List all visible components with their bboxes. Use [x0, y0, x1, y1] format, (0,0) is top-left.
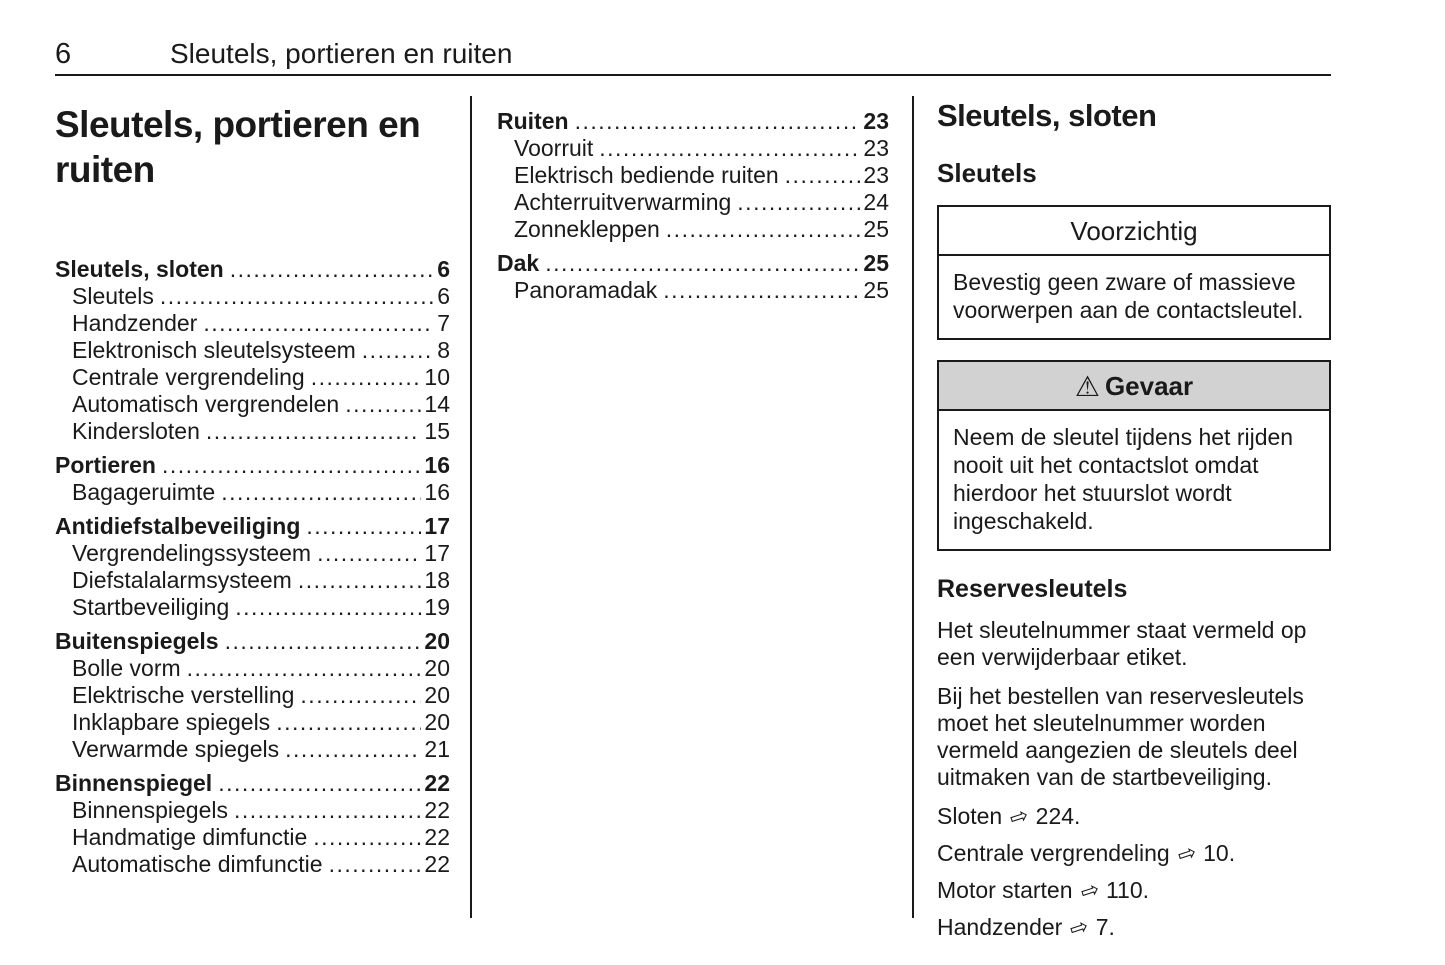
toc-entry — [55, 655, 450, 682]
toc-entry-label: Elektronisch sleutelsysteem — [72, 337, 356, 363]
section-title: Sleutels, sloten — [937, 98, 1157, 133]
column-divider-right — [912, 96, 914, 918]
toc-entry — [55, 736, 450, 763]
toc-entry-label: Bagageruimte — [72, 479, 216, 505]
toc-entry-page: 6 — [437, 256, 450, 282]
caution-box — [937, 205, 1331, 340]
middle-column — [497, 108, 889, 304]
toc-entry-page: 18 — [424, 567, 450, 593]
caution-box-body: Bevestig geen zware of massieve voorwerpen aan de contactsleutel. — [953, 269, 1304, 323]
toc-entry-label: Inklapbare spiegels — [72, 709, 271, 735]
toc-entry — [497, 108, 889, 135]
toc-entry-label: Elektrische verstelling — [72, 682, 295, 708]
toc-entry-label: Diefstalalarmsysteem — [72, 567, 292, 593]
toc-entry — [497, 189, 889, 216]
toc-entry — [55, 283, 450, 310]
toc-leader-dots — [599, 135, 860, 162]
toc-entry-page: 20 — [424, 628, 450, 654]
toc-leader-dots — [187, 655, 422, 682]
spare-keys-paragraph: Bij het bestellen van reservesleutels moet het sleutelnummer worden vermeld aangezien de sleutels deel uitmaken van de startbeveiliging. — [937, 683, 1304, 790]
toc-entry — [55, 513, 450, 540]
toc-entry-page: 7 — [437, 310, 450, 336]
toc-entry-label: Kindersloten — [72, 418, 200, 444]
toc-entry-page: 16 — [424, 479, 450, 505]
cross-reference-page: 7. — [1095, 914, 1115, 940]
toc-entry-page: 21 — [424, 736, 450, 762]
toc-entry-page: 22 — [424, 770, 450, 796]
toc-entry-page: 6 — [437, 283, 450, 309]
toc-entry — [55, 851, 450, 878]
toc-leader-dots — [666, 216, 861, 243]
toc-leader-dots — [230, 256, 434, 283]
danger-box — [937, 360, 1331, 551]
cross-reference-page: 110. — [1105, 877, 1149, 903]
caution-box-title: Voorzichtig — [939, 207, 1329, 256]
reference-arrow-icon: ⇨ — [1006, 802, 1033, 833]
toc-entry-page: 19 — [424, 594, 450, 620]
cross-reference — [937, 877, 1331, 905]
toc-leader-dots — [162, 452, 421, 479]
toc-entry-label: Vergrendelingssysteem — [72, 540, 312, 566]
toc-entry-page: 16 — [424, 452, 450, 478]
header-rule — [55, 74, 1331, 76]
spare-keys-paragraph: Het sleutelnummer staat vermeld op een verwijderbaar etiket. — [937, 617, 1307, 670]
toc-entry — [55, 452, 450, 479]
toc-leader-dots — [276, 709, 421, 736]
toc-entry-page: 22 — [424, 797, 450, 823]
toc-leader-dots — [311, 364, 422, 391]
cross-reference-label: Motor starten — [937, 877, 1073, 903]
header-running-title: Sleutels, portieren en ruiten — [170, 38, 513, 69]
chapter-title: Sleutels, portieren en ruiten — [55, 104, 421, 190]
cross-reference — [937, 914, 1331, 942]
toc-leader-dots — [317, 540, 421, 567]
toc-entry-label: Centrale vergrendeling — [72, 364, 305, 390]
toc-entry-page: 20 — [424, 655, 450, 681]
toc-entry-label: Automatische dimfunctie — [72, 851, 323, 877]
toc-entry-page: 17 — [424, 513, 450, 539]
toc-entry — [55, 479, 450, 506]
toc-entry-page: 23 — [863, 108, 889, 134]
toc-entry-label: Handmatige dimfunctie — [72, 824, 308, 850]
toc-entry-page: 20 — [424, 682, 450, 708]
toc-leader-dots — [362, 337, 434, 364]
toc-leader-dots — [300, 682, 421, 709]
toc-entry — [497, 135, 889, 162]
toc-leader-dots — [313, 824, 421, 851]
toc-entry-label: Bolle vorm — [72, 655, 181, 681]
toc-entry-page: 23 — [863, 135, 889, 161]
toc-entry — [55, 682, 450, 709]
toc-leader-dots — [285, 736, 421, 763]
cross-reference — [937, 840, 1331, 868]
toc-entry-label: Elektrisch bediende ruiten — [514, 162, 779, 188]
toc-leader-dots — [221, 479, 421, 506]
toc-entry-label: Dak — [497, 250, 540, 276]
toc-entry — [55, 770, 450, 797]
toc-entry-page: 10 — [424, 364, 450, 390]
toc-entry — [55, 709, 450, 736]
toc-entry-label: Panoramadak — [514, 277, 658, 303]
toc-entry — [55, 594, 450, 621]
toc-entry-page: 24 — [863, 189, 889, 215]
toc-entry — [55, 337, 450, 364]
toc-leader-dots — [329, 851, 422, 878]
toc-entry — [55, 797, 450, 824]
cross-reference-page: 224. — [1035, 803, 1081, 829]
toc-leader-dots — [306, 513, 421, 540]
warning-triangle-icon: ⚠ — [1074, 370, 1100, 403]
reference-arrow-icon: ⇨ — [1066, 913, 1093, 944]
spare-keys-title: Reservesleutels — [937, 575, 1128, 603]
right-column — [937, 98, 1331, 951]
toc-entry-page: 20 — [424, 709, 450, 735]
toc-entry — [55, 256, 450, 283]
toc-entry-label: Portieren — [55, 452, 156, 478]
toc-entry-label: Startbeveiliging — [72, 594, 230, 620]
column-divider-left — [470, 96, 472, 918]
toc-entry-label: Sleutels, sloten — [55, 256, 224, 282]
toc-leader-dots — [737, 189, 860, 216]
toc-leader-dots — [235, 594, 421, 621]
toc-entry-label: Achterruitverwarming — [514, 189, 732, 215]
toc-entry — [55, 391, 450, 418]
toc-entry — [497, 162, 889, 189]
toc-entry — [497, 250, 889, 277]
toc-entry-label: Buitenspiegels — [55, 628, 219, 654]
danger-box-body: Neem de sleutel tijdens het rijden nooit uit het contactslot omdat hierdoor het stuurslot wordt ingeschakeld. — [953, 424, 1294, 534]
toc-middle — [497, 108, 889, 304]
toc-entry-label: Verwarmde spiegels — [72, 736, 280, 762]
left-column — [55, 102, 450, 878]
header-page-number: 6 — [55, 38, 72, 70]
toc-leader-dots — [218, 770, 421, 797]
toc-entry-label: Handzender — [72, 310, 198, 336]
toc-leader-dots — [160, 283, 434, 310]
toc-entry-label: Sleutels — [72, 283, 154, 309]
toc-entry-label: Binnenspiegels — [72, 797, 229, 823]
toc-entry — [55, 567, 450, 594]
toc-leader-dots — [545, 250, 860, 277]
toc-left — [55, 256, 450, 878]
toc-entry-page: 25 — [863, 250, 889, 276]
toc-entry — [55, 310, 450, 337]
cross-reference-label: Handzender — [937, 914, 1063, 940]
toc-entry — [55, 540, 450, 567]
toc-entry-page: 15 — [424, 418, 450, 444]
toc-leader-dots — [203, 310, 434, 337]
toc-entry — [497, 277, 889, 304]
danger-box-title: Gevaar — [1104, 371, 1194, 401]
cross-reference-label: Centrale vergrendeling — [937, 840, 1170, 866]
toc-entry-page: 23 — [863, 162, 889, 188]
toc-leader-dots — [785, 162, 861, 189]
toc-entry-label: Antidiefstalbeveiliging — [55, 513, 301, 539]
danger-box-header — [939, 362, 1329, 411]
toc-entry-page: 22 — [424, 824, 450, 850]
toc-entry-page: 17 — [424, 540, 450, 566]
toc-entry-page: 22 — [424, 851, 450, 877]
toc-entry — [55, 418, 450, 445]
toc-entry — [55, 628, 450, 655]
subsection-title: Sleutels — [937, 158, 1037, 188]
cross-reference-page: 10. — [1203, 840, 1236, 866]
toc-leader-dots — [206, 418, 422, 445]
toc-entry-label: Voorruit — [514, 135, 594, 161]
toc-entry-page: 14 — [424, 391, 450, 417]
toc-entry-page: 25 — [863, 216, 889, 242]
cross-reference-label: Sloten — [937, 803, 1003, 829]
reference-arrow-icon: ⇨ — [1174, 839, 1200, 870]
toc-leader-dots — [298, 567, 422, 594]
toc-entry — [55, 364, 450, 391]
toc-entry-label: Ruiten — [497, 108, 569, 134]
toc-entry-page: 8 — [437, 337, 450, 363]
toc-leader-dots — [663, 277, 860, 304]
toc-leader-dots — [225, 628, 422, 655]
toc-entry — [55, 824, 450, 851]
reference-arrow-icon: ⇨ — [1077, 876, 1103, 907]
toc-leader-dots — [234, 797, 421, 824]
toc-entry-label: Zonnekleppen — [514, 216, 660, 242]
toc-leader-dots — [575, 108, 861, 135]
toc-leader-dots — [345, 391, 421, 418]
toc-entry — [497, 216, 889, 243]
toc-entry-page: 25 — [863, 277, 889, 303]
toc-entry-label: Automatisch vergrendelen — [72, 391, 340, 417]
toc-entry-label: Binnenspiegel — [55, 770, 213, 796]
cross-reference — [937, 803, 1331, 831]
